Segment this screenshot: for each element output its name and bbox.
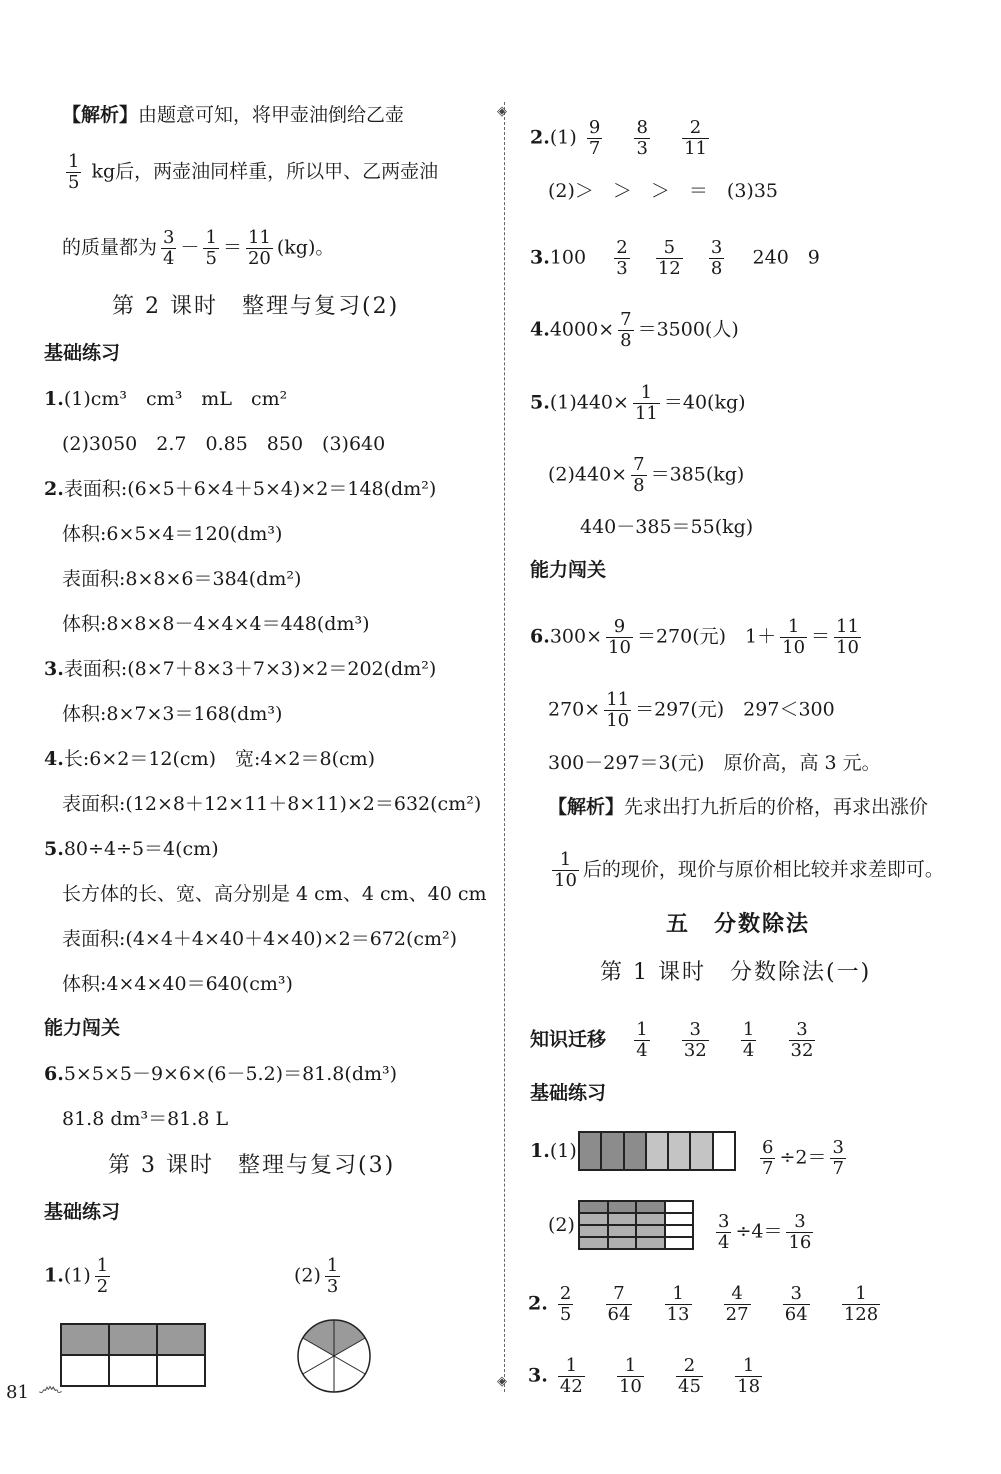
q6-line-2: 81.8 dm³＝81.8 L <box>62 1108 229 1130</box>
knowledge-transfer: 知识迁移 $\frac{1}{4}$ $\frac{3}{32}$ $\frac{1}{4}$ $\frac{3}{32}$ <box>530 1019 814 1061</box>
q1-line-2: (2)3050 2.7 0.85 850 (3)640 <box>62 433 386 455</box>
r-q4: 4.4000× $\frac{7}{8}$ ＝3500(人) <box>530 309 739 351</box>
fraction: $\frac{1}{5}$ <box>68 151 80 193</box>
section-ability: 能力闯关 <box>44 1017 121 1039</box>
rectangle-figure <box>60 1323 206 1387</box>
lesson-2-title: 第 2 课时 整理与复习(2) <box>112 294 400 319</box>
r-q5-line-2: (2)440× $\frac{7}{8}$ ＝385(kg) <box>548 454 745 496</box>
lesson-1-title: 第 1 课时 分数除法(一) <box>600 960 872 985</box>
r-q5-line-3: 440－385＝55(kg) <box>580 516 754 538</box>
b1-label-2: (2) <box>548 1214 575 1236</box>
q2-line-3: 表面积:8×8×6＝384(dm²) <box>62 568 302 590</box>
q2-line-4: 体积:8×8×8－4×4×4＝448(dm³) <box>62 613 370 635</box>
r-q5-line-1: 5.(1)440× $\frac{1}{11}$ ＝40(kg) <box>530 382 746 424</box>
q2-line-1: 2.表面积:(6×5＋6×4＋5×4)×2＝148(dm²) <box>44 478 437 500</box>
r-q6-line-3: 300－297＝3(元) 原价高，高 3 元。 <box>548 752 881 774</box>
q5-line-4: 体积:4×4×40＝640(cm³) <box>62 973 293 995</box>
q3-line-2: 体积:8×7×3＝168(dm³) <box>62 703 283 725</box>
analysis-label: 【解析】 <box>62 104 139 126</box>
r-analysis-line-2: $\frac{1}{10}$ 后的现价，现价与原价相比较并求差即可。 <box>554 849 944 891</box>
r-section-ability: 能力闯关 <box>530 559 607 581</box>
l3-q1-part1: 1.(1) $\frac{1}{2}$ <box>44 1255 109 1297</box>
q1-line-1: 1.(1)cm³ cm³ mL cm² <box>44 388 288 410</box>
q4-line-1: 4.长:6×2＝12(cm) 宽:4×2＝8(cm) <box>44 748 376 770</box>
b2: 2. $\frac{2}{5}$ $\frac{7}{64}$ $\frac{1}{13}$ $\frac{4}{27}$ $\frac{3}{64}$ $\frac{1}{128}$ <box>528 1283 879 1325</box>
r-q2-line-2: (2)＞ ＞ ＞ ＝ (3)35 <box>548 180 779 202</box>
analysis-line-1: 【解析】由题意可知，将甲壶油倒给乙壶 <box>62 104 405 126</box>
section-basic-practice: 基础练习 <box>44 342 121 364</box>
lesson-3-title: 第 3 课时 整理与复习(3) <box>108 1153 396 1178</box>
b1-equation-2: $\frac{3}{4}$ ÷4＝ $\frac{3}{16}$ <box>718 1211 812 1253</box>
q3-line-1: 3.表面积:(8×7＋8×3＋7×3)×2＝202(dm²) <box>44 658 437 680</box>
q4-line-2: 表面积:(12×8＋12×11＋8×11)×2＝632(cm²) <box>62 793 482 815</box>
b3: 3. $\frac{1}{42}$ $\frac{1}{10}$ $\frac{2}{45}$ $\frac{1}{18}$ <box>528 1355 761 1397</box>
divider-ornament-icon: ◈ <box>497 104 507 119</box>
r-q6-line-2: 270× $\frac{11}{10}$ ＝297(元) 297＜300 <box>548 689 835 731</box>
r-q2-line-1: 2.(1) $\frac{9}{7}$ $\frac{8}{3}$ $\frac{2}{11}$ <box>530 117 707 159</box>
page-number: 81 <box>6 1382 29 1403</box>
cloud-ornament-icon: ෴ <box>38 1372 63 1402</box>
q5-line-2: 长方体的长、宽、高分别是 4 cm、4 cm、40 cm <box>62 883 487 905</box>
r-q6-line-1: 6.300× $\frac{9}{10}$ ＝270(元) 1＋ $\frac{1}{10}$ ＝ $\frac{11}{10}$ <box>530 616 859 658</box>
column-divider <box>504 102 505 1392</box>
b1-equation-1: $\frac{6}{7}$ ÷2＝ $\frac{3}{7}$ <box>762 1137 844 1179</box>
analysis-line-3: 的质量都为 $\frac{3}{4}$ － $\frac{1}{5}$ ＝ $\frac{11}{20}$ (kg)。 <box>62 227 335 269</box>
unit-5-title: 五 分数除法 <box>666 912 811 937</box>
divider-ornament-icon: ◈ <box>497 1374 507 1389</box>
analysis-line-2: $\frac{1}{5}$ kg后，两壶油同样重，所以甲、乙两壶油 <box>68 151 439 193</box>
circle-figure <box>296 1318 372 1394</box>
q6-line-1: 6.5×5×5－9×6×(6－5.2)＝81.8(dm³) <box>44 1063 398 1085</box>
q2-line-2: 体积:6×5×4＝120(dm³) <box>62 523 283 545</box>
r-q3: 3.100 $\frac{2}{3}$ $\frac{5}{12}$ $\frac{3}{8}$ 240 9 <box>530 237 820 279</box>
section-basic-practice-2: 基础练习 <box>44 1201 121 1223</box>
r-section-basic-practice: 基础练习 <box>530 1082 607 1104</box>
q5-line-3: 表面积:(4×4＋4×40＋4×40)×2＝672(cm²) <box>62 928 458 950</box>
r-analysis-line-1: 【解析】先求出打九折后的价格，再求出涨价 <box>548 796 929 818</box>
strip-figure-1 <box>578 1131 736 1171</box>
b1-label-1: 1.(1) <box>530 1140 577 1162</box>
grid-figure-2 <box>578 1200 694 1250</box>
l3-q1-part2: (2) $\frac{1}{3}$ <box>294 1255 339 1297</box>
q5-line-1: 5.80÷4÷5＝4(cm) <box>44 838 219 860</box>
